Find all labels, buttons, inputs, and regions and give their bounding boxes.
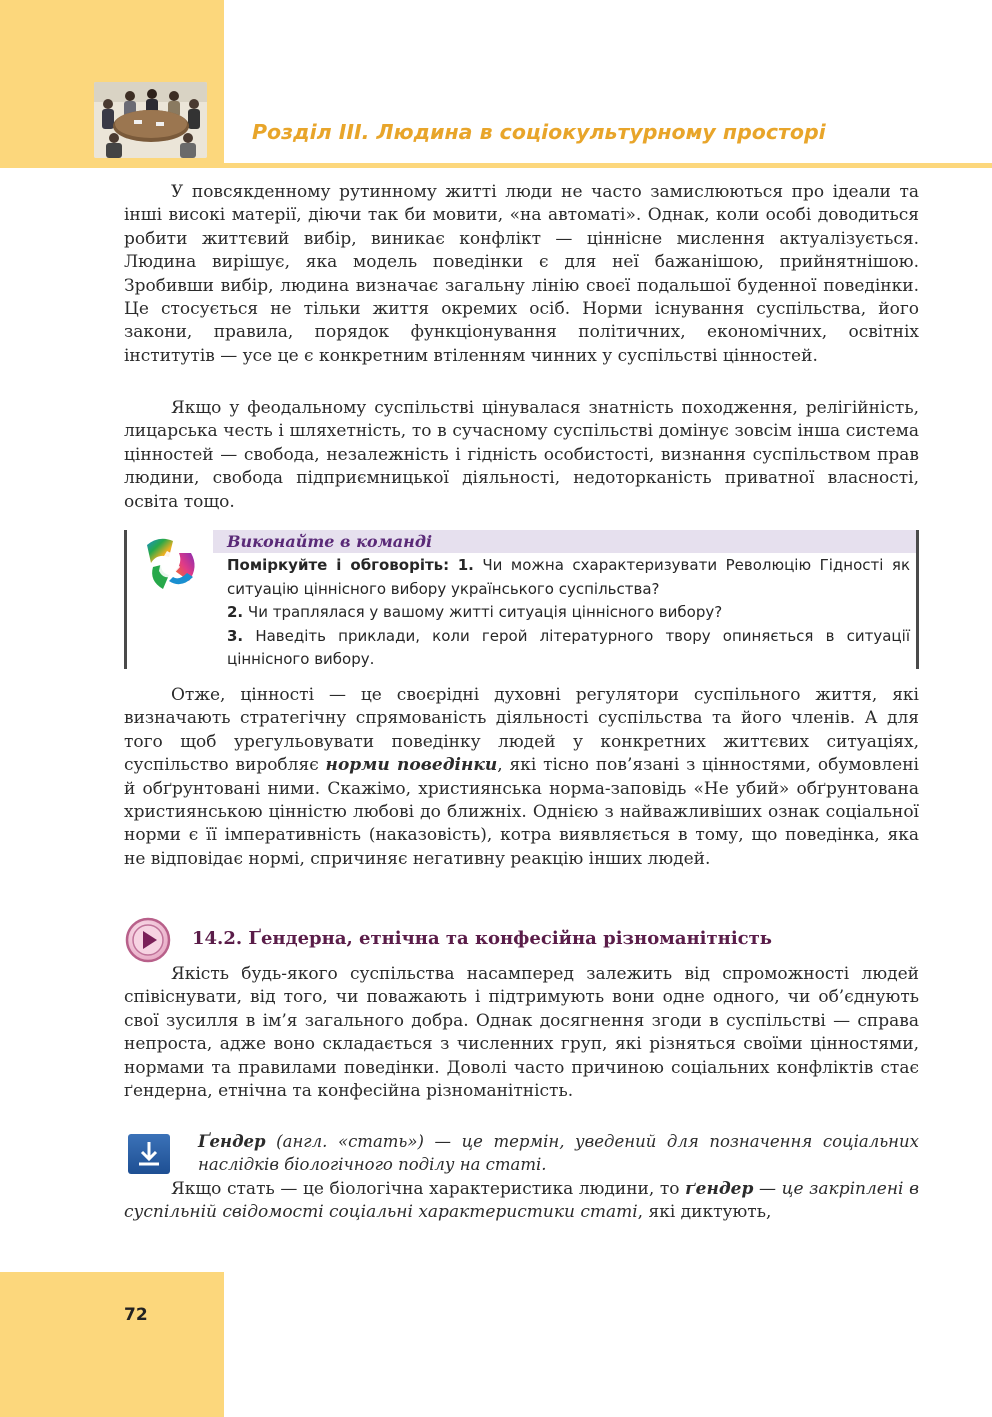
body-paragraph-2: Якщо у феодальному суспільстві цінувалася знатність походження, релігійність, лицарська честь і шляхетність, то в сучасному суспільстві домінує зовсім інша система цінностей — свобода, незалежність і гідність особистості, визнання суспільством прав людини, свобода підприємницької діяльності, недоторканість приватної власності, освіта тощо. <box>124 398 919 512</box>
play-button-icon <box>124 916 172 964</box>
gender-definition <box>198 1130 919 1177</box>
task-question-3 <box>227 625 910 672</box>
definition-term: Ґендер <box>198 1132 266 1151</box>
term-norms-of-behavior: норми поведінки <box>325 755 498 776</box>
teamwork-hands-icon <box>139 533 201 595</box>
meeting-photo <box>94 82 207 158</box>
paragraph-3-text-a: Отже, цінності — це своєрідні духовні регулятори суспільного життя, які визначають стратегічну спрямованість діяльності суспільства та його членів. А для того щоб урегульовувати поведінку людей у конкретних життєвих ситуаціях, суспільство виробляє <box>124 685 919 776</box>
task-question-1-number: 1. <box>457 556 474 574</box>
page-number: 72 <box>124 1305 148 1325</box>
paragraph-5-text-a: Якщо стать — це біологічна характеристика людини, то <box>171 1179 686 1199</box>
definition-text: (англ. «стать») — це термін, уведений для позначення соціальних наслідків біологічного поділу на статі. <box>198 1132 919 1175</box>
body-paragraph-4: Якість будь-якого суспільства насамперед залежить від спроможності людей співіснувати, від того, чи поважають і підтримують вони одне одного, чи об’єднують свої зусилля в ім’я загального добра. Однак досягнення згоди в суспільстві — справа непроста, адже воно складається з численних груп, які різняться своїми цінностями, нормами та правилами поведінки. Доволі часто причиною соціальних конфліктів стає ґендерна, етнічна та конфесійна різноманітність. <box>124 964 919 1102</box>
task-question-3-number: 3. <box>227 626 244 645</box>
team-task-box <box>124 530 919 669</box>
task-question-2-number: 2. <box>227 603 244 622</box>
task-content <box>227 554 910 672</box>
task-question-2-text: Чи траплялася у вашому житті ситуація ціннісного вибору? <box>247 603 723 622</box>
body-paragraph-5 <box>124 1178 919 1225</box>
download-arrow-icon <box>128 1134 170 1174</box>
task-question-2 <box>227 601 910 625</box>
paragraph-5-italic-definition: — це закріплені в суспільній свідомості соціальні характеристики статі <box>124 1179 919 1223</box>
paragraph-5-text-c: , які диктують, <box>637 1202 772 1223</box>
paragraph-3-text-b: , які тісно пов’язані з цінностями, обумовлені й обґрунтовані ними. Скажімо, християнська норма-заповідь «Не убий» обґрунтована християнською цінністю любові до ближніх. Однією з найважливіших ознак соціальної норми є її імперативність (наказовість), котра виявляється в тому, що поведінка, яка не відповідає нормі, спричиняє негативну реакцію інших людей. <box>124 755 919 869</box>
task-question-1 <box>227 554 910 601</box>
footer-band <box>0 1272 224 1417</box>
body-paragraph-1: У повсякденному рутинному житті люди не часто замислюються про ідеали та інші високі матерії, діючи так би мовити, «на автоматі». Однак, коли особі доводиться робити життєвий вибір, виникає конфлікт — ціннісне мислення актуалізується. Людина вирішує, яка модель поведінки є для неї бажанішою, прийнятнішою. Зробивши вибір, людина визначає загальну лінію своєї подальшої буденної поведінки. Це стосується не тільки життя окремих осіб. Норми існування суспільства, його закони, правила, порядок функціонування політичних, економічних, освітніх інститутів — усе це є конкретним втіленням чинних у суспільстві цінностей. <box>124 182 919 366</box>
section-title: 14.2. Ґендерна, етнічна та конфесійна різноманітність <box>192 928 773 949</box>
task-question-1-text: Чи можна схарактеризувати Революцію Гідності як ситуацію ціннісного вибору українського суспільства? <box>227 556 910 598</box>
task-intro-label: Поміркуйте і обговоріть: <box>227 556 450 574</box>
chapter-title: Розділ ІІІ. Людина в соціокультурному просторі <box>252 120 826 144</box>
task-header <box>213 530 916 553</box>
body-paragraph-3 <box>124 684 919 871</box>
header-rule <box>224 163 992 168</box>
task-question-3-text: Наведіть приклади, коли герой літературного твору опиняється в ситуації ціннісного вибору. <box>227 626 910 669</box>
term-gender: ґендер <box>685 1179 754 1199</box>
task-header-label: Виконайте в команді <box>227 532 433 551</box>
